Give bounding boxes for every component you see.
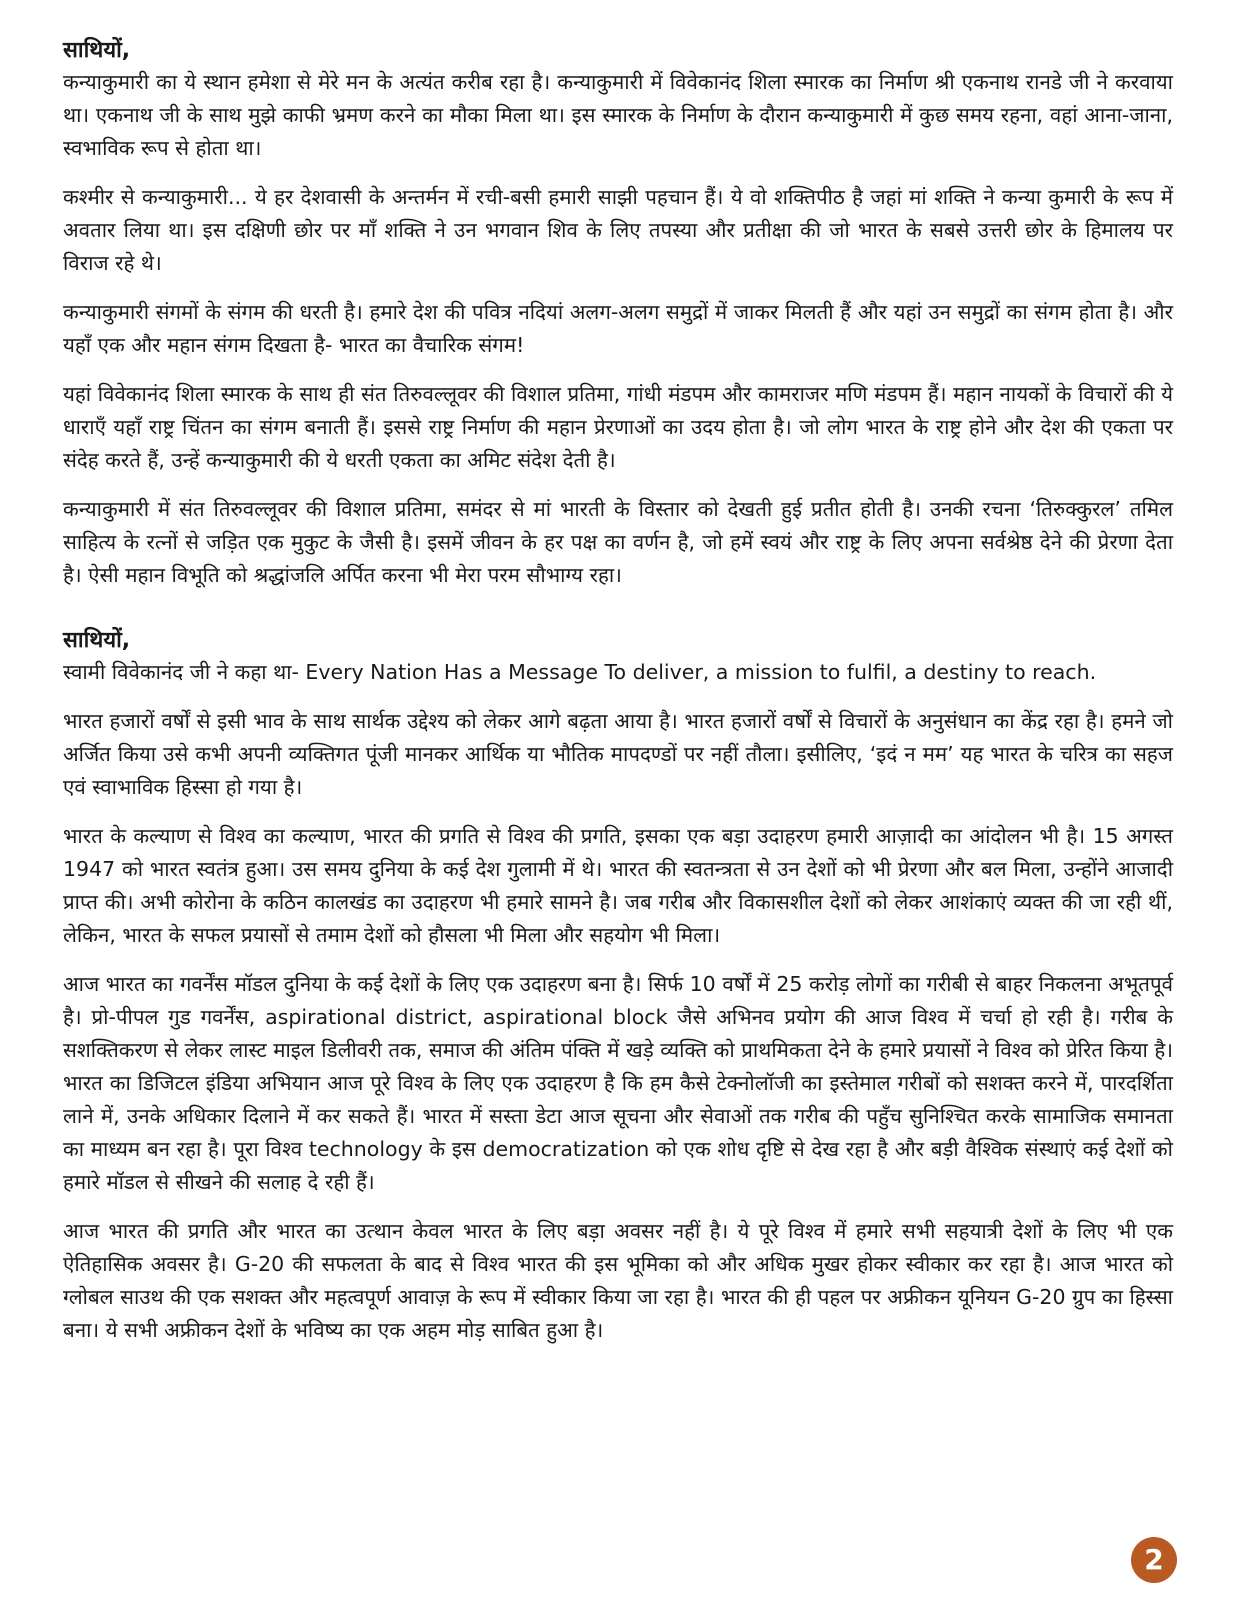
paragraph: आज भारत की प्रगति और भारत का उत्थान केवल भारत के लिए बड़ा अवसर नहीं है। ये पूरे विश्व में हमारे सभी सहयात्री देशों के लिए भी एक ऐतिहासिक अवसर है। G-20 की सफलता के बाद से विश्व भारत की इस भूमिका को और अधिक मुखर होकर स्वीकार कर रहा है। आज भारत को ग्लोबल साउथ की एक सशक्त और महत्वपूर्ण आवाज़ के रूप में स्वीकार किया जा रहा है। भारत की ही पहल पर अफ्रीकन यूनियन G-20 ग्रुप का हिस्सा बना। ये सभी अफ्रीकन देशों के भविष्य का एक अहम मोड़ साबित हुआ है। bbox=[63, 1219, 1173, 1342]
paragraph: कन्याकुमारी संगमों के संगम की धरती है। हमारे देश की पवित्र नदियां अलग-अलग समुद्रों में जाकर मिलती हैं और यहां उन समुद्रों का संगम होता है। और यहाँ एक और महान संगम दिखता है- भारत का वैचारिक संगम! bbox=[63, 300, 1173, 357]
section-heading: साथियों, bbox=[63, 628, 131, 653]
section-1 bbox=[63, 36, 1173, 592]
paragraph: स्वामी विवेकानंद जी ने कहा था- Every Nation Has a Message To deliver, a mission to fulfil, a destiny to reach. bbox=[63, 660, 1097, 684]
paragraph: भारत के कल्याण से विश्व का कल्याण, भारत की प्रगति से विश्व की प्रगति, इसका एक बड़ा उदाहरण हमारी आज़ादी का आंदोलन भी है। 15 अगस्त 1947 को भारत स्वतंत्र हुआ। उस समय दुनिया के कई देश गुलामी में थे। भारत की स्वतन्त्रता से उन देशों को भी प्रेरणा और बल मिला, उन्होंने आजादी प्राप्त की। अभी कोरोना के कठिन कालखंड का उदाहरण भी हमारे सामने है। जब गरीब और विकासशील देशों को लेकर आशंकाएं व्यक्त की जा रही थीं, लेकिन, भारत के सफल प्रयासों से तमाम देशों को हौसला भी मिला और सहयोग भी मिला। bbox=[63, 824, 1173, 947]
section-heading: साथियों, bbox=[63, 38, 131, 63]
paragraph: यहां विवेकानंद शिला स्मारक के साथ ही संत तिरुवल्लूवर की विशाल प्रतिमा, गांधी मंडपम और कामराजर मणि मंडपम हैं। महान नायकों के विचारों की ये धाराएँ यहाँ राष्ट्र चिंतन का संगम बनाती हैं। इससे राष्ट्र निर्माण की महान प्रेरणाओं का उदय होता है। जो लोग भारत के राष्ट्र होने और देश की एकता पर संदेह करते हैं, उन्हें कन्याकुमारी की ये धरती एकता का अमिट संदेश देती है। bbox=[63, 382, 1173, 472]
paragraph: कन्याकुमारी में संत तिरुवल्लूवर की विशाल प्रतिमा, समंदर से मां भारती के विस्तार को देखती हुई प्रतीत होती है। उनकी रचना ‘तिरुक्कुरल’ तमिल साहित्य के रत्नों से जड़ित एक मुकुट के जैसी है। इसमें जीवन के हर पक्ष का वर्णन है, जो हमें स्वयं और राष्ट्र के लिए अपना सर्वश्रेष्ठ देने की प्रेरणा देता है। ऐसी महान विभूति को श्रद्धांजलि अर्पित करना भी मेरा परम सौभाग्य रहा। bbox=[63, 497, 1173, 587]
document-page bbox=[63, 36, 1173, 1363]
paragraph: आज भारत का गवर्नेंस मॉडल दुनिया के कई देशों के लिए एक उदाहरण बना है। सिर्फ 10 वर्षों में 25 करोड़ लोगों का गरीबी से बाहर निकलना अभूतपूर्व है। प्रो-पीपल गुड गवर्नेंस, aspirational district, aspirational block जैसे अभिनव प्रयोग की आज विश्व में चर्चा हो रही है। गरीब के सशक्तिकरण से लेकर लास्ट माइल डिलीवरी तक, समाज की अंतिम पंक्ति में खड़े व्यक्ति को प्राथमिकता देने के हमारे प्रयासों ने विश्व को प्रेरित किया है। भारत का डिजिटल इंडिया अभियान आज पूरे विश्व के लिए एक उदाहरण है कि हम कैसे टेक्नोलॉजी का इस्तेमाल गरीबों को सशक्त करने में, पारदर्शिता लाने में, उनके अधिकार दिलाने में कर सकते हैं। भारत में सस्ता डेटा आज सूचना और सेवाओं तक गरीब की पहुँच सुनिश्चित करके सामाजिक समानता का माध्यम बन रहा है। पूरा विश्व technology के इस democratization को एक शोध दृष्टि से देख रहा है और बड़ी वैश्विक संस्थाएं कई देशों को हमारे मॉडल से सीखने की सलाह दे रही हैं। bbox=[63, 972, 1173, 1194]
paragraph: कश्मीर से कन्याकुमारी... ये हर देशवासी के अन्तर्मन में रची-बसी हमारी साझी पहचान हैं। ये वो शक्तिपीठ है जहां मां शक्ति ने कन्या कुमारी के रूप में अवतार लिया था। इस दक्षिणी छोर पर माँ शक्ति ने उन भगवान शिव के लिए तपस्या और प्रतीक्षा की जो भारत के सबसे उत्तरी छोर के हिमालय पर विराज रहे थे। bbox=[63, 185, 1173, 275]
paragraph: भारत हजारों वर्षों से इसी भाव के साथ सार्थक उद्देश्य को लेकर आगे बढ़ता आया है। भारत हजारों वर्षों से विचारों के अनुसंधान का केंद्र रहा है। हमने जो अर्जित किया उसे कभी अपनी व्यक्तिगत पूंजी मानकर आर्थिक या भौतिक मापदण्डों पर नहीं तौला। इसीलिए, ‘इदं न मम’ यह भारत के चरित्र का सहज एवं स्वाभाविक हिस्सा हो गया है। bbox=[63, 709, 1173, 799]
section-spacer bbox=[63, 608, 1173, 626]
section-2 bbox=[63, 626, 1173, 1347]
paragraph: कन्याकुमारी का ये स्थान हमेशा से मेरे मन के अत्यंत करीब रहा है। कन्याकुमारी में विवेकानंद शिला स्मारक का निर्माण श्री एकनाथ रानडे जी ने करवाया था। एकनाथ जी के साथ मुझे काफी भ्रमण करने का मौका मिला था। इस स्मारक के निर्माण के दौरान कन्याकुमारी में कुछ समय रहना, वहां आना-जाना, स्वभाविक रूप से होता था। bbox=[63, 70, 1173, 160]
page-number-badge: 2 bbox=[1131, 1537, 1177, 1583]
